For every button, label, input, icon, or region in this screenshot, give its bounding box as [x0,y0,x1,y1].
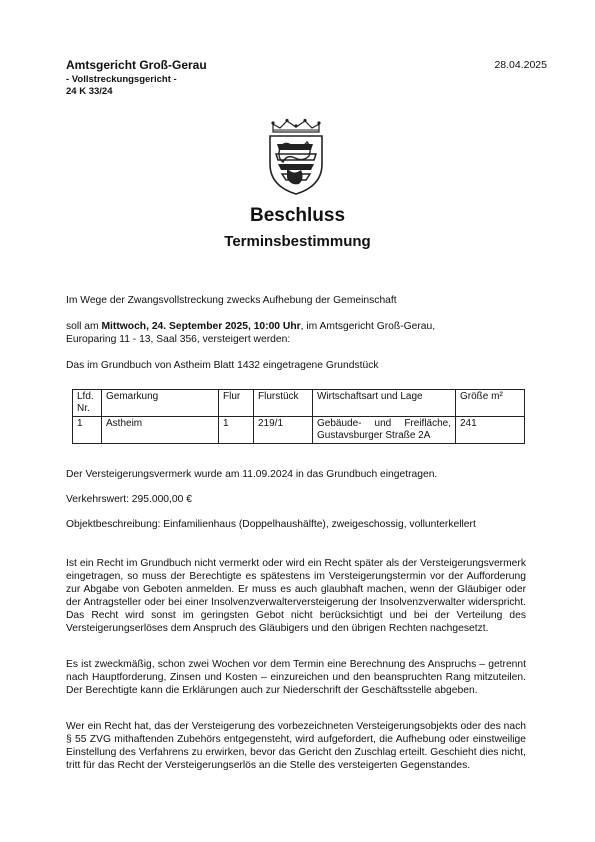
notice-paragraph: Wer ein Recht hat, das der Versteigerung des vorbezeichneten Versteigerungsobjekts oder des nach § 55 ZVG mithaftenden Zubehörs entgegensteht, wird aufgefordert, die Aufhebung oder einstweilige Einstellung des Verfahrens zu erwirken, bevor das Gericht den Zuschlag erteilt. Geschieht dies nicht, tritt für das Recht der Versteigerungserlös an die Stelle des versteigerten Gegenstandes. [66,721,526,771]
appointment-suffix: , im Amtsgericht Groß-Gerau, [300,321,436,332]
table-header-cell: Lfd. Nr. [73,390,102,417]
hesse-coat-of-arms-icon [265,118,327,196]
registration-note: Der Versteigerungsvermerk wurde am 11.09.2024 in das Grundbuch eingetragen. [66,469,438,480]
intro-text: Im Wege der Zwangsvollstreckung zwecks Aufhebung der Gemeinschaft [66,295,397,306]
document-subtitle: Terminsbestimmung [224,233,371,250]
table-header-cell: Gemarkung [102,390,219,417]
table-cell: 1 [219,417,254,444]
property-intro: Das im Grundbuch von Astheim Blatt 1432 eingetragene Grundstück [66,360,379,371]
notice-paragraph: Es ist zweckmäßig, schon zwei Wochen vor dem Termin eine Berechnung des Anspruchs – getrennt nach Hauptforderung, Zinsen und Kosten – einzureichen und den beanspruchten Rang mitzuteilen. Der Berechtigte kann die Erklärungen auch zur Niederschrift der Geschäftsstelle abgeben. [66,659,526,696]
table-cell: 1 [73,417,102,444]
appointment-location: Europaring 11 - 13, Saal 356, versteigert werden: [66,334,291,345]
table-cell: 241 [456,417,525,444]
table-header-cell: Wirtschaftsart und Lage [313,390,456,417]
appointment-datetime: Mittwoch, 24. September 2025, 10:00 Uhr [101,321,301,332]
court-department: - Vollstreckungsgericht - [66,74,177,85]
appointment-prefix: soll am [66,321,102,332]
table-header-cell: Größe m² [456,390,525,417]
table-header-row [73,390,525,417]
court-name: Amtsgericht Groß-Gerau [66,58,207,72]
document-title: Beschluss [249,205,346,226]
table-header-cell: Flur [219,390,254,417]
table-row [73,417,525,444]
table-cell: Astheim [102,417,219,444]
notice-paragraph: Ist ein Recht im Grundbuch nicht vermerkt oder wird ein Recht später als der Versteigerungsvermerk eingetragen, so muss der Berechtigte es spätestens im Versteigerungstermin vor der Aufforderung zur Abgabe von Geboten anmelden. Er muss es auch glaubhaft machen, wenn der Gläubiger oder der Antragsteller oder bei einer Insolvenzverwalterversteigerung der Insolvenzverwalter widerspricht. Das Recht wird sonst im geringsten Gebot nicht berücksichtigt und bei der Verteilung des Versteigerungserlöses dem Anspruch des Gläubigers und den übrigen Rechten nachgesetzt. [66,558,526,634]
property-table [72,389,525,444]
table-cell: Gebäude- und Freifläche, Gustavsburger Straße 2A [313,417,456,444]
object-description: Objektbeschreibung: Einfamilienhaus (Doppelhaushälfte), zweigeschossig, vollunterkellert [66,519,476,530]
table-cell: 219/1 [254,417,313,444]
market-value: Verkehrswert: 295.000,00 € [66,494,192,505]
document-date: 28.04.2025 [494,59,547,71]
appointment-line [66,320,526,333]
table-header-cell: Flurstück [254,390,313,417]
file-number: 24 K 33/24 [66,86,113,97]
